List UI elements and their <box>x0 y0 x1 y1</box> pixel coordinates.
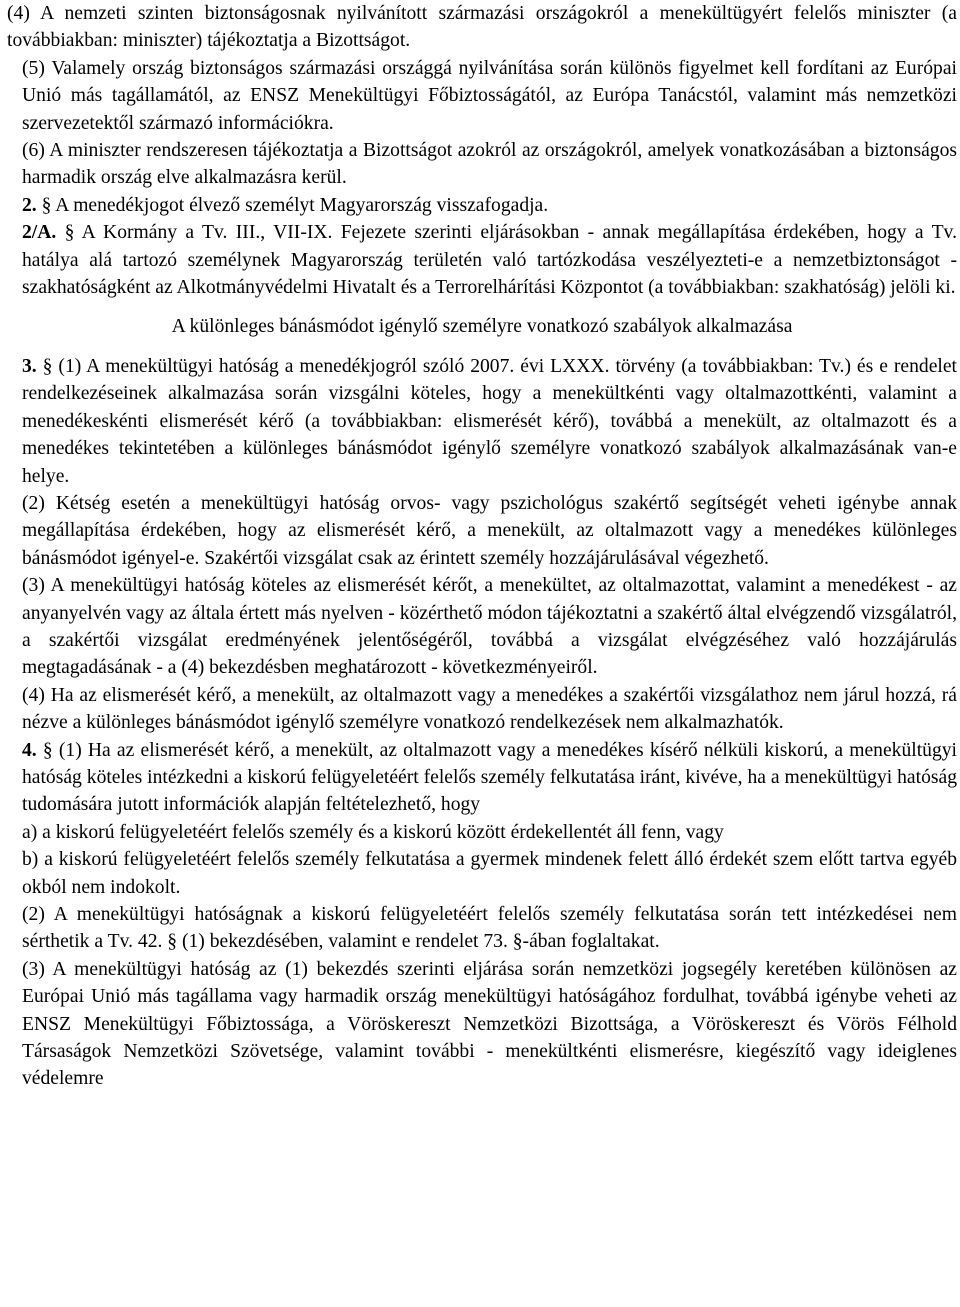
section-3-paragraph-2: (2) Kétség esetén a menekültügyi hatóság orvos- vagy pszichológus szakértő segítségét veheti igénybe annak megállapítása érdekében, hogy az elismerését kérő, a menekült, az oltalmazott vagy a menedékes különleges bánásmódot igényel-e. Szakértői vizsgálat csak az érintett személy hozzájárulásával végezhető. <box>22 492 957 569</box>
section-3-paragraph-4: (4) Ha az elismerését kérő, a menekült, az oltalmazott vagy a menedékes a szakértői vizsgálathoz nem járul hozzá, rá nézve a különleges bánásmódot igénylő személyre vonatkozó rendelkezések nem alkalmazhatók. <box>22 684 957 734</box>
section-2a-text: § A Kormány a Tv. III., VII-IX. Fejezete szerinti eljárásokban - annak megállapítása érdekében, hogy a Tv. hatálya alá tartozó személynek Magyarország területén való tartózkodása veszélyezteti-e a nemzetbiztonságot - szakhatóságként az Alkotmányvédelmi Hivatalt és a Terrorelhárítási Központot (a továbbiakban: szakhatóság) jelöli ki. <box>22 222 957 299</box>
section-3 <box>7 353 957 490</box>
section-heading: A különleges bánásmódot igénylő személyre vonatkozó szabályok alkalmazása <box>171 316 793 338</box>
section-4-point-a: a) a kiskorú felügyeletéért felelős személy és a kiskorú között érdekellentét áll fenn, vagy <box>22 821 724 843</box>
paragraph-6: (6) A miniszter rendszeresen tájékoztatja a Bizottságot azokról az országokról, amelyek vonatkozásában a biztonságos harmadik ország elve alkalmazásra kerül. <box>22 140 957 189</box>
section-3-number: 3. <box>22 355 37 377</box>
section-2a <box>7 219 957 301</box>
section-4-paragraph-2: (2) A menekültügyi hatóságnak a kiskorú felügyeletéért felelős személy felkutatása során tett intézkedései nem sérthetik a Tv. 42. § (1) bekezdésében, valamint e rendelet 73. §-ában foglaltakat. <box>22 904 957 953</box>
paragraph-5: (5) Valamely ország biztonságos származási országgá nyilvánítása során különös figyelmet kell fordítani az Európai Unió más tagállamától, az ENSZ Menekültügyi Főbiztosságától, az Európa Tanácstól, valamint más nemzetközi szervezetektől származó információkra. <box>22 57 957 134</box>
section-4-point-b: b) a kiskorú felügyeletéért felelős személy felkutatása a gyermek mindenek felett álló érdekét szem előtt tartva egyéb okból nem indokolt. <box>22 849 957 898</box>
section-4-paragraph-3: (3) A menekültügyi hatóság az (1) bekezdés szerinti eljárása során nemzetközi jogsegély keretében különösen az Európai Unió más tagállama vagy harmadik ország menekültügyi hatóságához fordulhat, továbbá igénybe veheti az ENSZ Menekültügyi Főbiztossága, a Vöröskereszt Nemzetközi Bizottsága, a Vöröskereszt és Vörös Félhold Társaságok Nemzetközi Szövetsége, valamint további - menekültkénti elismerésre, kiegészítő vagy ideiglenes védelemre <box>22 958 957 1090</box>
section-2a-number: 2/A. <box>22 222 57 244</box>
document-page <box>7 0 957 1093</box>
section-2-number: 2. <box>22 194 37 216</box>
section-3-paragraph-3: (3) A menekültügyi hatóság köteles az elismerését kérőt, a menekültet, az oltalmazottat, valamint a menedékest - az anyanyelvén vagy az általa értett más nyelven - közérthető módon tájékoztatni a szakértő által elvégzendő vizsgálatról, a szakértői vizsgálat eredményének jelentőségéről, továbbá a vizsgálat elvégzéséhez való hozzájárulás megtagadásának - a (4) bekezdésben meghatározott - következményeiről. <box>22 575 957 679</box>
section-4 <box>7 737 957 819</box>
section-4-text: § (1) Ha az elismerését kérő, a menekült, az oltalmazott vagy a menedékes kísérő nélküli kiskorú, a menekültügyi hatóság köteles intézkedni a kiskorú felügyeletéért felelős személy felkutatása iránt, kivéve, ha a menekültügyi hatóság tudomására jutott információk alapján feltételezhető, hogy <box>22 739 957 816</box>
section-4-number: 4. <box>22 739 37 761</box>
paragraph-4: (4) A nemzeti szinten biztonságosnak nyilvánított származási országokról a menekültügyért felelős miniszter (a továbbiakban: miniszter) tájékoztatja a Bizottságot. <box>7 3 957 52</box>
section-2 <box>7 192 957 219</box>
section-2-text: § A menedékjogot élvező személyt Magyarország visszafogadja. <box>41 194 549 216</box>
section-3-text: § (1) A menekültügyi hatóság a menedékjogról szóló 2007. évi LXXX. törvény (a továbbiakban: Tv.) és e rendelet rendelkezéseinek alkalmazása során vizsgálni köteles, hogy a menekültkénti vagy oltalmazottkénti, valamint a menedékeskénti elismerését kérő (a továbbiakban: elismerését kérő), továbbá a menekült, az oltalmazott és a menedékes tekintetében a különleges bánásmódot igénylő személyre vonatkozó szabályok alkalmazásának van-e helye. <box>22 355 957 487</box>
